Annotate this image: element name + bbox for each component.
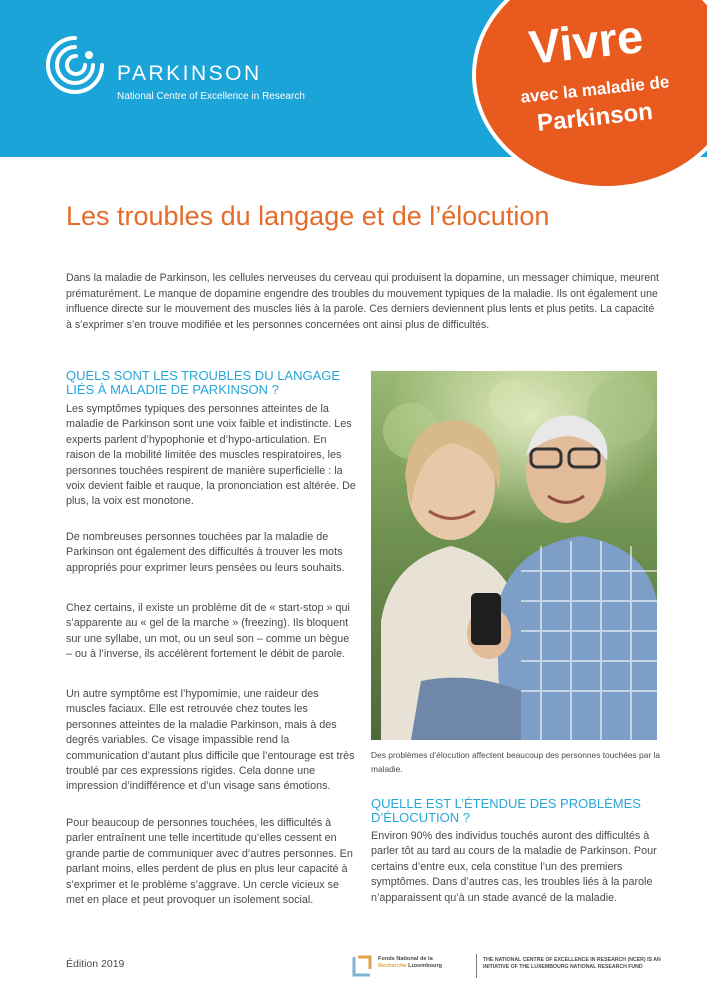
brand-subtitle: National Centre of Excellence in Research [117,91,305,102]
couple-photo [371,371,657,740]
edition-label: Édition 2019 [66,958,125,970]
fnr-logo-icon [352,955,372,977]
fnr-recherche: Recherche [378,963,407,969]
footer-note: THE NATIONAL CENTRE OF EXCELLENCE IN RESEARCH (NCER) IS AN INITIATIVE OF THE LUXEMBOURG NATIONAL RESEARCH FUND [483,957,661,970]
page-title: Les troubles du langage et de l’élocution [66,201,550,231]
paragraph-word-finding: De nombreuses personnes touchées par la maladie de Parkinson ont également des difficultés à trouver les mots appropriés pour exprimer leurs pensées ou leurs souhaits. [66,531,345,574]
brand-name: PARKINSON [117,62,262,85]
paragraph-hypomimia: Un autre symptôme est l’hypomimie, une raideur des muscles faciaux. Elle est retrouvée chez toutes les personnes atteintes de la maladie Parkinson, mais à des degrés variables. Ce visage impassible rend la communication d’autant plus difficile que l’entourage est très troublé par ces expressions rigides. Cela donne une impression d’indifférence et d’un visage sans émotions. [66,688,355,793]
fnr-line1: Fonds National de la [378,956,433,962]
section-heading-extent: QUELLE EST L’ÉTENDUE DES PROBLÈMES D’ÉLOCUTION ? [371,796,641,825]
parkinson-logo-icon [44,34,106,96]
paragraph-symptoms: Les symptômes typiques des personnes atteintes de la maladie de Parkinson sont une voix faible et indistincte. Les experts parlent d’hypophonie et d’hypo-articulation. En raison de la mobilité limitée des muscles respiratoires, les personnes touchées respirent de manière superficielle : la voix devient faible et rauque, la prononciation est altérée. De plus, la voix est monotone. [66,403,356,508]
intro-paragraph: Dans la maladie de Parkinson, les cellules nerveuses du cerveau qui produisent la dopamine, un messager chimique, meurent prématurément. Le manque de dopamine engendre des troubles du mouvement typiques de la maladie. Ils ont également une influence directe sur le mouvement des muscles liés à la parole. Ces derniers deviennent plus lents et plus petits. La capacité à s’exprimer s’en trouve modifiée et les personnes concernées ont ainsi plus de difficultés. [66,272,659,331]
badge-keyword: Parkinson [535,98,655,137]
fnr-logo-text [378,956,442,970]
badge-subtitle: avec la maladie de [519,72,671,107]
footer-divider [476,954,477,978]
badge-title: Vivre [526,9,646,74]
fnr-luxembourg: Luxembourg [408,963,443,969]
paragraph-extent: Environ 90% des individus touchés auront des difficultés à parler tôt au tard au cours de la maladie de Parkinson. Pour certains d’entre eux, cela constitue l’un des premiers symptômes. Dans d’autres cas, les troubles liés à la parole n’apparaissent qu’à un stade avancé de la maladie. [371,830,657,904]
paragraph-isolation: Pour beaucoup de personnes touchées, les difficultés à parler entraînent une telle incertitude qu’elles cessent en grande partie de communiquer avec d’autres personnes. En parlant moins, elles perdent de plus en plus leur capacité à s’exprimer et le problème s’aggrave. Un cercle vicieux se met en place et peut provoquer un isolement social. [66,817,353,907]
photo-caption: Des problèmes d’élocution affectent beaucoup des personnes touchées par la maladie. [371,750,660,774]
paragraph-start-stop: Chez certains, il existe un problème dit de « start-stop » qui s’apparente au « gel de la marche » (freezing). Ils bloquent sur une syllabe, un mot, ou un seul son – comme un bègue – ou à l’inverse, ils accélèrent fortement le débit de parole. [66,602,350,661]
section-heading-troubles: QUELS SONT LES TROUBLES DU LANGAGE LIÉS À MALADIE DE PARKINSON ? [66,368,341,397]
